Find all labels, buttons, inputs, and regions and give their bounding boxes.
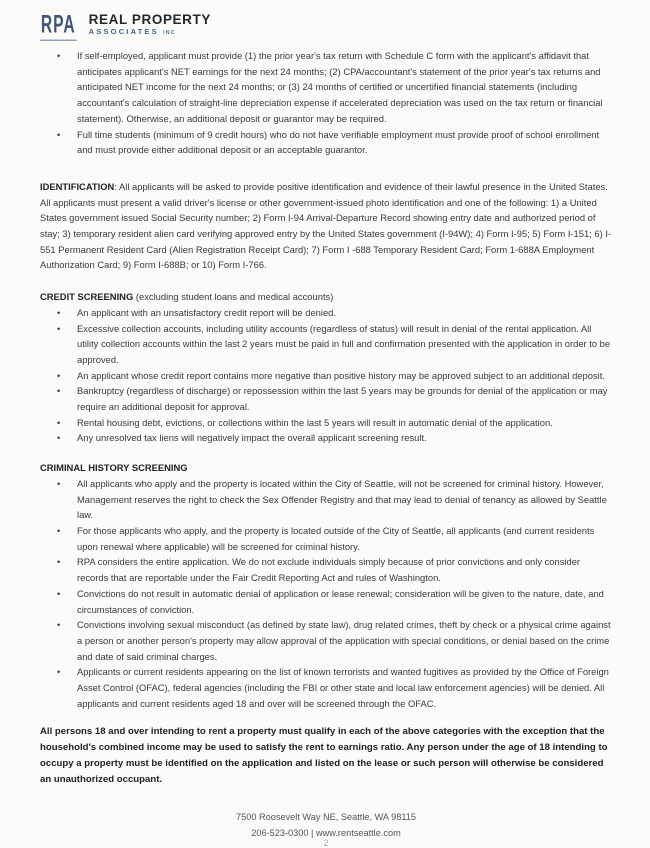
bullet-item xyxy=(40,523,612,554)
bullet-item xyxy=(40,48,612,127)
bullet-text: An applicant with an unsatisfactory credit report will be denied. xyxy=(77,306,336,318)
page-footer xyxy=(40,809,612,848)
identification-heading: IDENTIFICATION xyxy=(40,180,115,192)
footer-address: 7500 Roosevelt Way NE, Seattle, WA 98115 xyxy=(236,812,416,823)
credit-screening-bullet-list xyxy=(40,305,612,446)
bullet-item xyxy=(40,554,612,585)
bullet-text: Rental housing debt, evictions, or collections within the last 5 years will result in automatic denial of the application. xyxy=(77,416,553,428)
employment-bullet-list xyxy=(40,48,612,158)
bullet-item xyxy=(40,476,612,523)
bullet-text: Any unresolved tax liens will negatively impact the overall applicant screening result. xyxy=(77,432,427,444)
bullet-item xyxy=(40,305,612,321)
credit-screening-section xyxy=(40,289,612,446)
bullet-text: Bankruptcy (regardless of discharge) or repossession within the last 5 years may be grounds for denial of the application or may require an additional deposit for approval. xyxy=(77,385,608,413)
company-subtitle-inc: INC xyxy=(163,30,176,36)
criminal-history-heading-row xyxy=(40,460,612,476)
identification-paragraph xyxy=(40,179,612,273)
credit-screening-heading-row xyxy=(40,289,612,305)
credit-screening-heading: CREDIT SCREENING xyxy=(40,291,134,303)
bullet-text: RPA considers the entire application. We do not exclude individuals simply because of prior convictions and only consider records that are reportable under the Fair Credit Reporting Act and rules of Washington. xyxy=(77,556,581,584)
bullet-item xyxy=(40,368,612,384)
bullet-text: An applicant whose credit report contains more negative than positive history may be approved subject to an additional deposit. xyxy=(77,369,605,381)
bullet-item xyxy=(40,586,612,617)
bullet-text: Full time students (minimum of 9 credit hours) who do not have verifiable employment must provide proof of school enrollment and must provide either additional deposit or an acceptable guarantor. xyxy=(77,128,600,156)
page-number: 2 xyxy=(323,838,329,848)
bullet-item xyxy=(40,415,612,431)
rpa-monogram-icon xyxy=(40,12,76,41)
bullet-text: Excessive collection accounts, including utility accounts (regardless of status) will result in denial of the rental application. All utility collection accounts within the last 2 years must be paid in full and confirmation presented with the application in order to be approved. xyxy=(77,322,611,365)
bullet-text: Convictions do not result in automatic denial of application or lease renewal; consideration will be given to the nature, date, and circumstances of conviction. xyxy=(77,587,604,615)
footer-separator: | xyxy=(311,828,314,839)
bullet-item xyxy=(40,127,612,158)
bullet-text: If self-employed, applicant must provide (1) the prior year's tax return with Schedule C form with the applicant's affidavit that anticipates applicant's NET earnings for the next 24 months; (2) CPA/accountant's statement of the prior year's tax returns and anticipated NET income for the next 24 months; or (3) 24 months of certified or uncertified financial statements (including accountant's calculation of straight-line depreciation expense if accelerated depreciation was used on the tax return or financial statement). Otherwise, an additional deposit or guarantor may be required. xyxy=(77,50,603,124)
bullet-item xyxy=(40,383,612,414)
bullet-text: For those applicants who apply, and the property is located outside of the City of Seattle, all applicants (and current residents upon renewal where applicable) will be screened for criminal history. xyxy=(77,524,595,552)
criminal-history-heading: CRIMINAL HISTORY SCREENING xyxy=(40,462,188,474)
bullet-item xyxy=(40,430,612,446)
bullet-text: Convictions involving sexual misconduct (as defined by state law), drug related crimes, theft by check or a physical crime against a person or another person's property may allow approval of the application with special conditions, or denial based on the crime and date of said criminal charges. xyxy=(77,619,611,662)
bullet-item xyxy=(40,617,612,664)
bullet-item xyxy=(40,321,612,368)
company-subtitle xyxy=(89,27,211,38)
monogram-letters: RPA xyxy=(40,10,76,39)
identification-text: : All applicants will be asked to provide positive identification and evidence of their lawful presence in the United States. All applicants must present a valid driver's license or other government-issued photo identification and one of the following: 1) a United States government issued Social Security number; 2) Form I-94 Arrival-Departure Record showing entry date and authorized period of stay; 3) temporary resident alien card verifying approved entry by the United States government (I-94W); 4) Form I-95; 5) Form I-151; 6) I-551 Permanent Resident Card (Alien Registration Receipt Card); 7) Form I -688 Temporary Resident Card; Form 1-688A Employment Authorization Card; 9) Form I-688B; or 10) Form I-766. xyxy=(40,180,612,271)
logo-text-block xyxy=(89,12,211,38)
bullet-text: Applicants or current residents appearing on the list of known terrorists and wanted fugitives as provided by the Office of Foreign Asset Control (OFAC), federal agencies (including the FBI or other state and local law enforcement agencies) will be denied. All applicants and current residents aged 18 and over will be screened through the OFAC. xyxy=(77,666,609,709)
company-subtitle-text: ASSOCIATES xyxy=(88,27,159,36)
company-name: REAL PROPERTY xyxy=(88,12,211,27)
company-logo xyxy=(40,12,612,48)
criminal-history-section xyxy=(40,460,612,711)
bullet-text: All applicants who apply and the property is located within the City of Seattle, will not be screened for criminal history. However, Management reserves the right to check the Sex Offender Registry and that may lead to denial of tenancy as allowed by Seattle law. xyxy=(77,477,607,521)
closing-paragraph: All persons 18 and over intending to rent a property must qualify in each of the above categories with the exception that the household's combined income may be used to satisfy the rent to earnings ratio. Any person under the age of 18 intending to occupy a property must be identified on the application and listed on the lease or such person will otherwise be considered an unauthorized occupant. xyxy=(40,726,608,785)
criminal-history-bullet-list xyxy=(40,476,612,712)
footer-website: www.rentseattle.com xyxy=(315,828,401,839)
bullet-item xyxy=(40,664,612,711)
credit-screening-heading-note: (excluding student loans and medical accounts) xyxy=(133,291,334,303)
footer-phone: 206-523-0300 xyxy=(251,828,309,839)
